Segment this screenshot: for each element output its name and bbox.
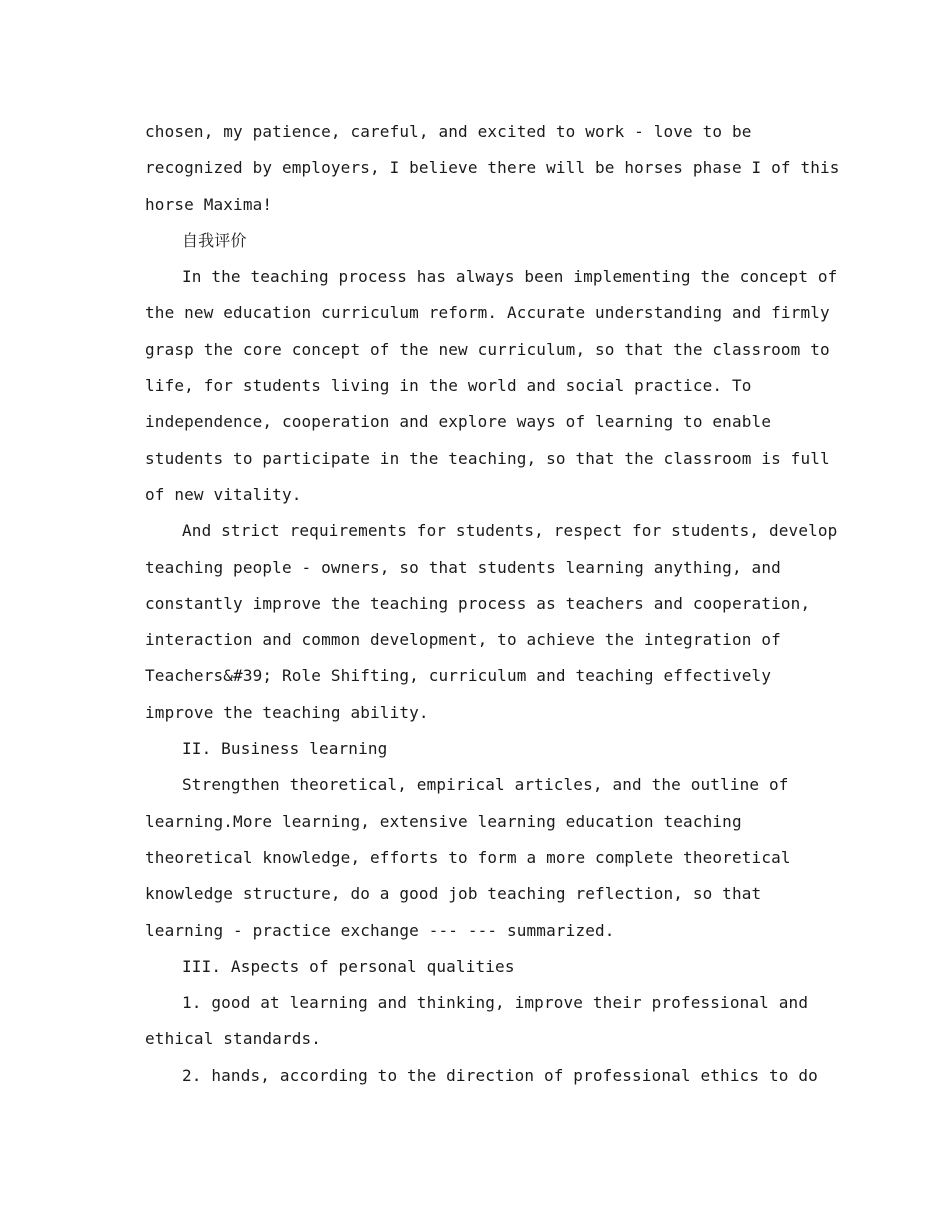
list-item: 1. good at learning and thinking, improve their professional and <box>182 993 809 1013</box>
text-line: Strengthen theoretical, empirical articles, and the outline of <box>182 775 789 795</box>
text-line: learning.More learning, extensive learning education teaching <box>145 811 742 831</box>
text-line: constantly improve the teaching process as teachers and cooperation, <box>145 593 811 613</box>
text-line: horse Maxima! <box>145 194 273 214</box>
text-line: recognized by employers, I believe there will be horses phase I of this <box>145 158 840 178</box>
section-heading-business-learning: II. Business learning <box>182 739 388 759</box>
text-line: independence, cooperation and explore ways of learning to enable <box>145 412 772 432</box>
text-line: of new vitality. <box>145 484 302 504</box>
text-line: knowledge structure, do a good job teaching reflection, so that <box>145 884 762 904</box>
text-line: ethical standards. <box>145 1029 322 1049</box>
text-line: students to participate in the teaching, so that the classroom is full <box>145 448 830 468</box>
document-body <box>145 114 840 1094</box>
text-line: theoretical knowledge, efforts to form a more complete theoretical <box>145 847 791 867</box>
text-line: teaching people - owners, so that students learning anything, and <box>145 557 781 577</box>
text-line: Teachers&#39; Role Shifting, curriculum and teaching effectively <box>145 666 772 686</box>
text-line: And strict requirements for students, respect for students, develop <box>182 521 838 541</box>
section-heading-self-evaluation: 自我评价 <box>182 230 247 250</box>
list-item: 2. hands, according to the direction of professional ethics to do <box>182 1065 818 1085</box>
text-line: learning - practice exchange --- --- summarized. <box>145 920 615 940</box>
text-line: the new education curriculum reform. Accurate understanding and firmly <box>145 303 830 323</box>
text-line: improve the teaching ability. <box>145 702 429 722</box>
text-line: grasp the core concept of the new curriculum, so that the classroom to <box>145 339 830 359</box>
section-heading-personal-qualities: III. Aspects of personal qualities <box>182 956 515 976</box>
text-line: interaction and common development, to achieve the integration of <box>145 630 781 650</box>
text-line: life, for students living in the world and social practice. To <box>145 376 752 396</box>
text-line: chosen, my patience, careful, and excited to work - love to be <box>145 122 752 141</box>
text-line: In the teaching process has always been implementing the concept of <box>182 267 838 287</box>
